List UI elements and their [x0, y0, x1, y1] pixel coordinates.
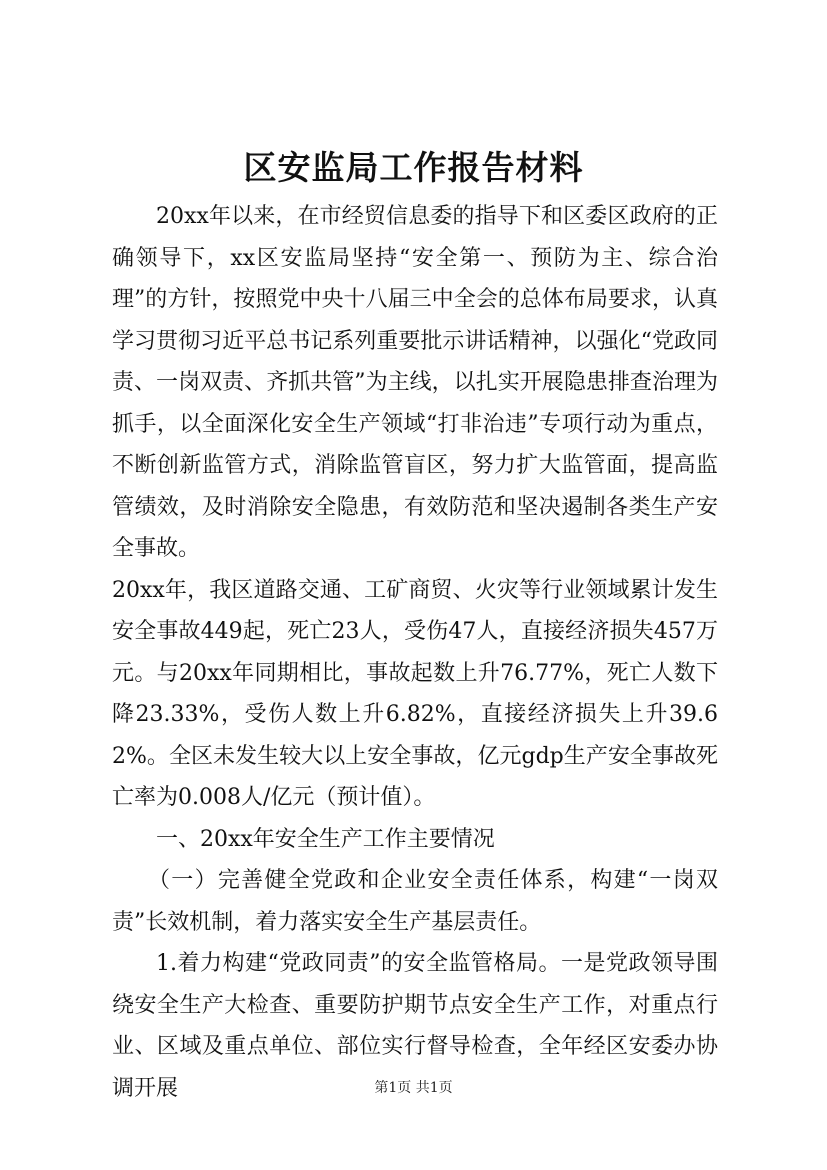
document-body	[112, 196, 718, 1109]
section-heading-1: 一、20xx年安全生产工作主要情况	[156, 826, 495, 852]
paragraph-item-1: 1.着力构建“党政同责”的安全监管格局。一是党政领导围绕安全生产大检查、重要防护期节点安全生产工作，对重点行业、区域及重点单位、部位实行督导检查，全年经区安委办协调开展	[112, 951, 718, 1101]
paragraph-intro: 20xx年以来，在市经贸信息委的指导下和区委区政府的正确领导下，xx区安监局坚持“安全第一、预防为主、综合治理”的方针，按照党中央十八届三中全会的总体布局要求，认真学习贯彻习近平总书记系列重要批示讲话精神，以强化“党政同责、一岗双责、齐抓共管”为主线，以扎实开展隐患排查治理为抓手，以全面深化安全生产领域“打非治违”专项行动为重点，不断创新监管方式，消除监管盲区，努力扩大监管面，提高监管绩效，及时消除安全隐患，有效防范和坚决遏制各类生产安全事故。	[112, 204, 718, 561]
document-title: 区安监局工作报告材料	[243, 148, 584, 187]
paragraph-statistics: 20xx年，我区道路交通、工矿商贸、火灾等行业领域累计发生安全事故449起，死亡23人，受伤47人，直接经济损失457万元。与20xx年同期相比，事故起数上升76.77%，死亡人数下降23.33%，受伤人数上升6.82%，直接经济损失上升39.62%。全区未发生较大以上安全事故，亿元gdp生产安全事故死亡率为0.008人/亿元（预计值）。	[112, 577, 718, 810]
page-number: 第1页 共1页	[374, 1080, 453, 1096]
subsection-heading-1: （一）完善健全党政和企业安全责任体系，构建“一岗双责”长效机制，着力落实安全生产基层责任。	[112, 868, 718, 935]
